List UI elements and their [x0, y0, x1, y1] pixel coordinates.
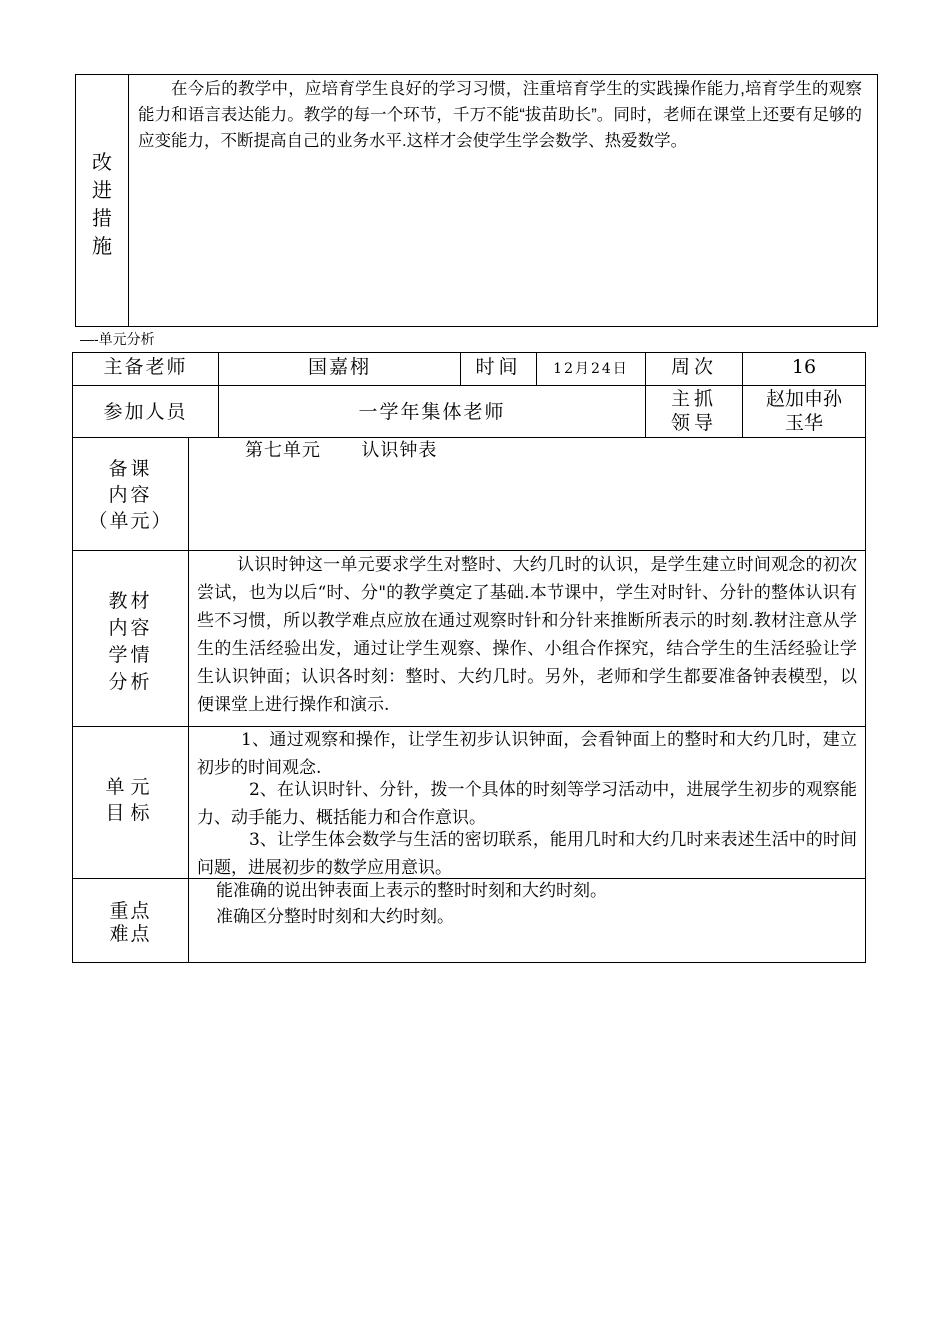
analysis-label-line: 学情: [108, 644, 153, 666]
participants-value: 一学年集体老师: [358, 401, 506, 423]
improvement-divider: [128, 74, 129, 327]
participants-label: 参加人员: [103, 401, 188, 423]
leader-label-2: 领导: [670, 412, 717, 434]
row-divider: [72, 437, 866, 438]
improvement-label-char: 措: [92, 206, 112, 230]
key-label-1: 重点: [109, 900, 152, 922]
analysis-text: 认识时钟这一单元要求学生对整时、大约几时的认识，是学生建立时间观念的初次尝试，也为以后“时、分"的教学奠定了基础.本节课中，学生对时针、分针的整体认识有些不习惯，所以教学难点应放在通过观察时针和分针来推断所表示的时刻.教材注意从学生的生活经验出发，通过让学生观察、操作、小组合作探究，结合学生的生活经验让学生认识钟面；认识各时刻：整时、大约几时。另外，老师和学生都要准备钟表模型，以便课堂上进行操作和演示.: [197, 555, 857, 715]
section-caption: —-单元分析: [80, 331, 155, 347]
improvement-label-char: 施: [92, 234, 112, 258]
goals-label-1: 单元: [105, 776, 156, 798]
analysis-label-line: 分析: [108, 671, 153, 693]
teacher-label: 主备老师: [103, 356, 188, 378]
improvement-label: [78, 148, 126, 260]
improvement-label-char: 进: [92, 178, 112, 202]
week-label: 周次: [670, 356, 717, 378]
time-value: 12月24日: [553, 361, 629, 377]
goal-2: 2、在认识时针、分针，拨一个具体的时刻等学习活动中，进展学生初步的观察能力、动手能力、概括能力和合作意识。: [197, 780, 857, 828]
leader-label-1: 主抓: [670, 388, 717, 410]
goal-1: 1、通过观察和操作，让学生初步认识钟面，会看钟面上的整时和大约几时，建立初步的时间观念.: [197, 730, 857, 778]
analysis-label-line: 内容: [108, 617, 153, 639]
goal-3: 3、让学生体会数学与生活的密切联系，能用几时和大约几时来表述生活中的时间问题，进展初步的数学应用意识。: [197, 830, 857, 878]
content-value: 第七单元 认识钟表: [245, 440, 438, 461]
col-divider: [188, 437, 189, 963]
row-divider: [72, 385, 866, 386]
goals-label-2: 目标: [105, 802, 156, 824]
leader-value-1: 赵加申孙: [765, 388, 842, 410]
key-line-1: 能准确的说出钟表面上表示的整时时刻和大约时刻。: [216, 881, 607, 901]
content-label-1: 备课: [108, 458, 153, 480]
improvement-text: 在今后的教学中，应培育学生良好的学习习惯，注重培育学生的实践操作能力,培育学生的观察能力和语言表达能力。教学的每一个环节，千万不能“拔苗助长”。同时，老师在课堂上还要有足够的应变能力，不断提高自己的业务水平.这样才会使学生学会数学、热爱数学。: [138, 80, 862, 150]
key-line-2: 准确区分整时时刻和大约时刻。: [216, 907, 454, 927]
key-label-2: 难点: [109, 923, 152, 945]
analysis-label-line: 教材: [108, 590, 153, 612]
improvement-label-char: 改: [92, 150, 112, 174]
teacher-value: 国嘉栩: [307, 356, 371, 378]
week-value: 16: [791, 356, 817, 378]
time-label: 时间: [475, 356, 522, 378]
content-label-3: （单元）: [88, 510, 173, 532]
content-label-2: 内容: [108, 484, 153, 506]
analysis-label: [73, 588, 188, 696]
leader-value-2: 玉华: [784, 412, 823, 434]
